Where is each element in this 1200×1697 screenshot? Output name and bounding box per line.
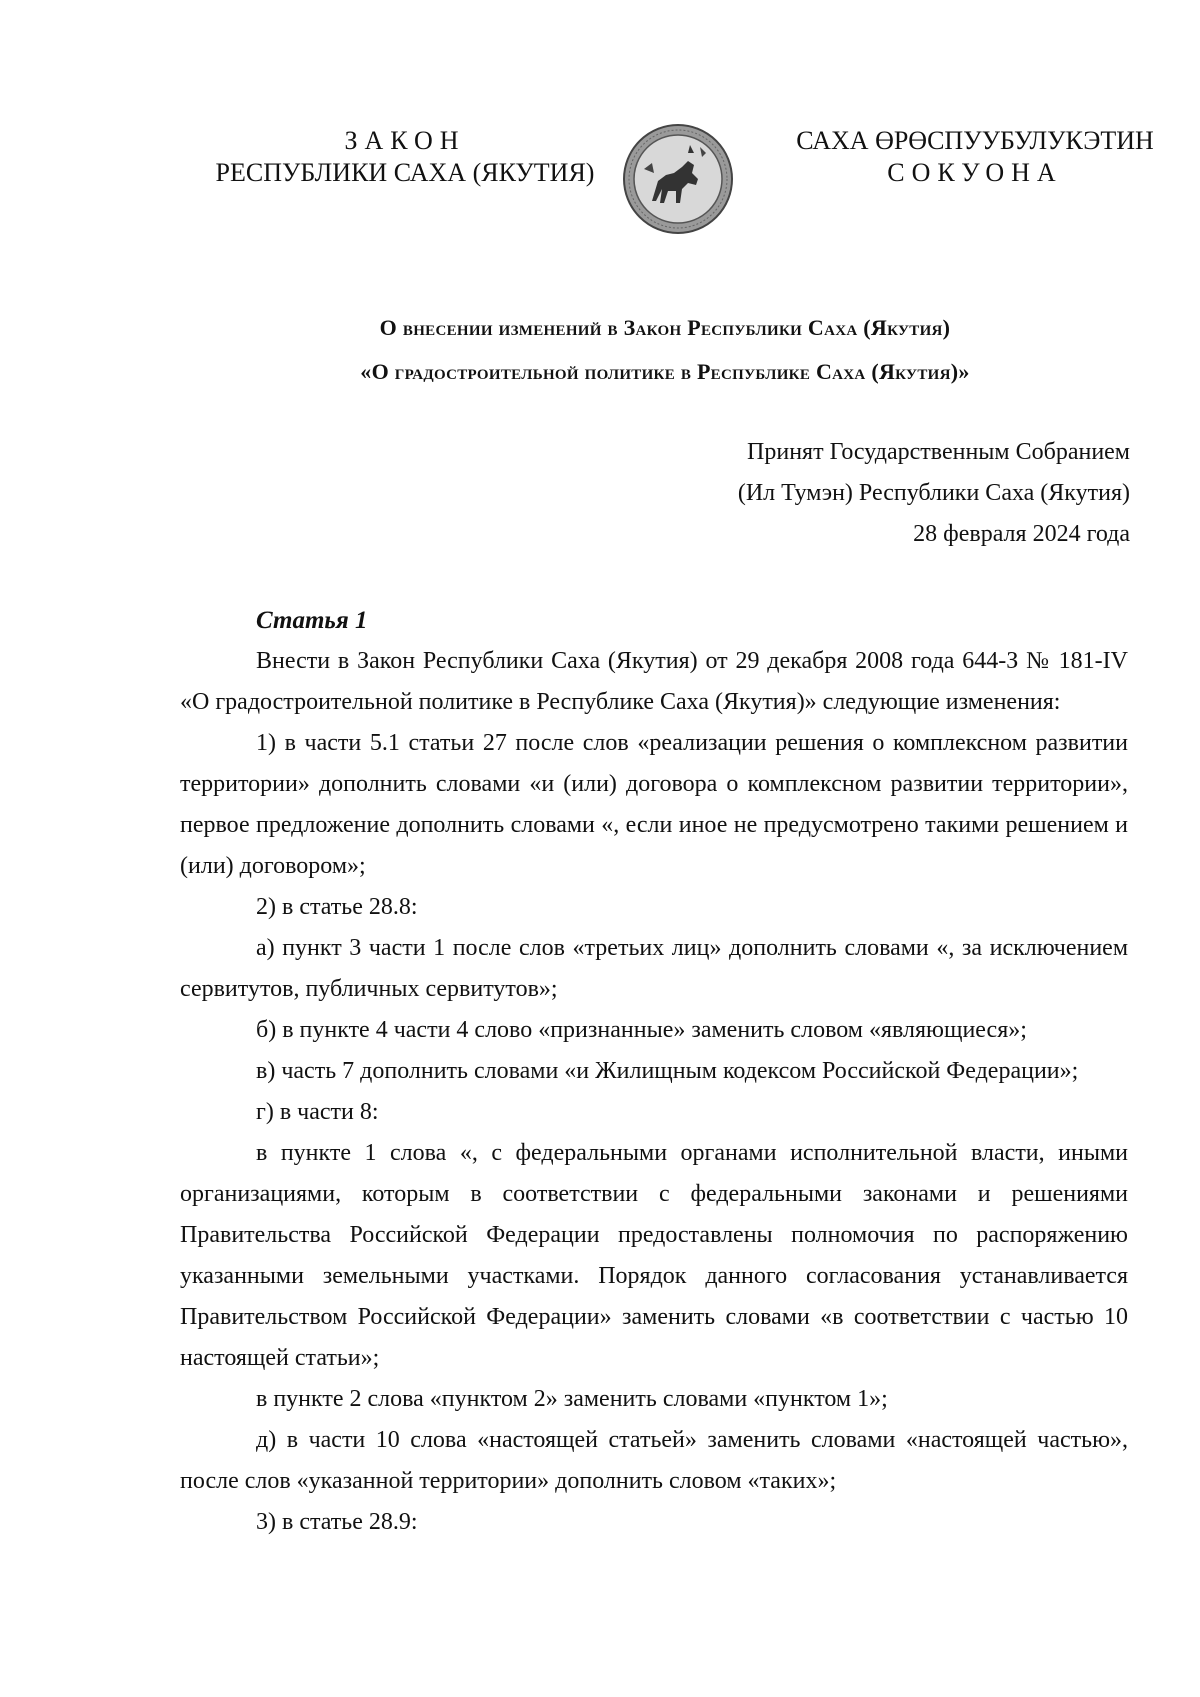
paragraph: 3) в статье 28.9: (256, 1509, 418, 1535)
paragraph: в) часть 7 дополнить словами «и Жилищным кодексом Российской Федерации»; (256, 1058, 1079, 1084)
republic-name: РЕСПУБЛИКИ САХА (ЯКУТИЯ) (215, 158, 595, 187)
title-line-1: О внесении изменений в Закон Республики Саха (Якутия) (379, 315, 951, 340)
paragraph: д) в части 10 слова «настоящей статьей» заменить словами «настоящей частью», после слов «указанной территории» дополнить словом «таких»; (180, 1427, 1128, 1494)
republic-name-sakha: САХА ӨРӨСПУУБУЛУКЭТИН (796, 126, 1154, 155)
paragraph: в пункте 1 слова «, с федеральными органами исполнительной власти, иными организациями, которым в соответствии с федеральными законами и решениями Правительства Российской Федерации предоставлены полномочия по распоряжению указанными земельными участками. Порядок данного согласования устанавливается Правительством Российской Федерации» заменить словами «в соответствии с частью 10 настоящей статьи»; (180, 1140, 1128, 1371)
adoption-date: 28 февраля 2024 года (913, 521, 1130, 547)
title-line-2: «О градостроительной политике в Республике Саха (Якутия)» (360, 359, 970, 384)
law-label: ЗАКОН (344, 126, 466, 155)
paragraph: 1) в части 5.1 статьи 27 после слов «реализации решения о комплексном развитии территории» дополнить словами «и (или) договора о комплексном развитии территории», первое предложение дополнить словами «, если иное не предусмотрено такими решением и (или) договором»; (180, 730, 1128, 879)
document-title (170, 306, 1160, 394)
document-body (180, 600, 1128, 1543)
paragraph: 2) в статье 28.8: (256, 894, 418, 920)
law-label-sakha: СОКУОНА (887, 158, 1063, 187)
paragraph: в пункте 2 слова «пунктом 2» заменить словами «пунктом 1»; (256, 1386, 888, 1412)
paragraph: а) пункт 3 части 1 после слов «третьих лиц» дополнить словами «, за исключением сервитутов, публичных сервитутов»; (180, 935, 1128, 1002)
header-left-block (170, 125, 640, 189)
paragraph: б) в пункте 4 части 4 слово «признанные» заменить словом «являющиеся»; (256, 1017, 1027, 1043)
article-heading: Статья 1 (256, 607, 368, 634)
adoption-line-1: Принят Государственным Собранием (747, 439, 1130, 465)
header-right-block (775, 125, 1175, 189)
coat-of-arms-emblem-icon (622, 123, 734, 235)
paragraph: Внести в Закон Республики Саха (Якутия) от 29 декабря 2008 года 644-З № 181-IV «О градостроительной политике в Республике Саха (Якутия)» следующие изменения: (180, 648, 1128, 715)
paragraph: г) в части 8: (256, 1099, 379, 1125)
adoption-block (530, 432, 1130, 555)
adoption-line-2: (Ил Тумэн) Республики Саха (Якутия) (737, 480, 1130, 506)
